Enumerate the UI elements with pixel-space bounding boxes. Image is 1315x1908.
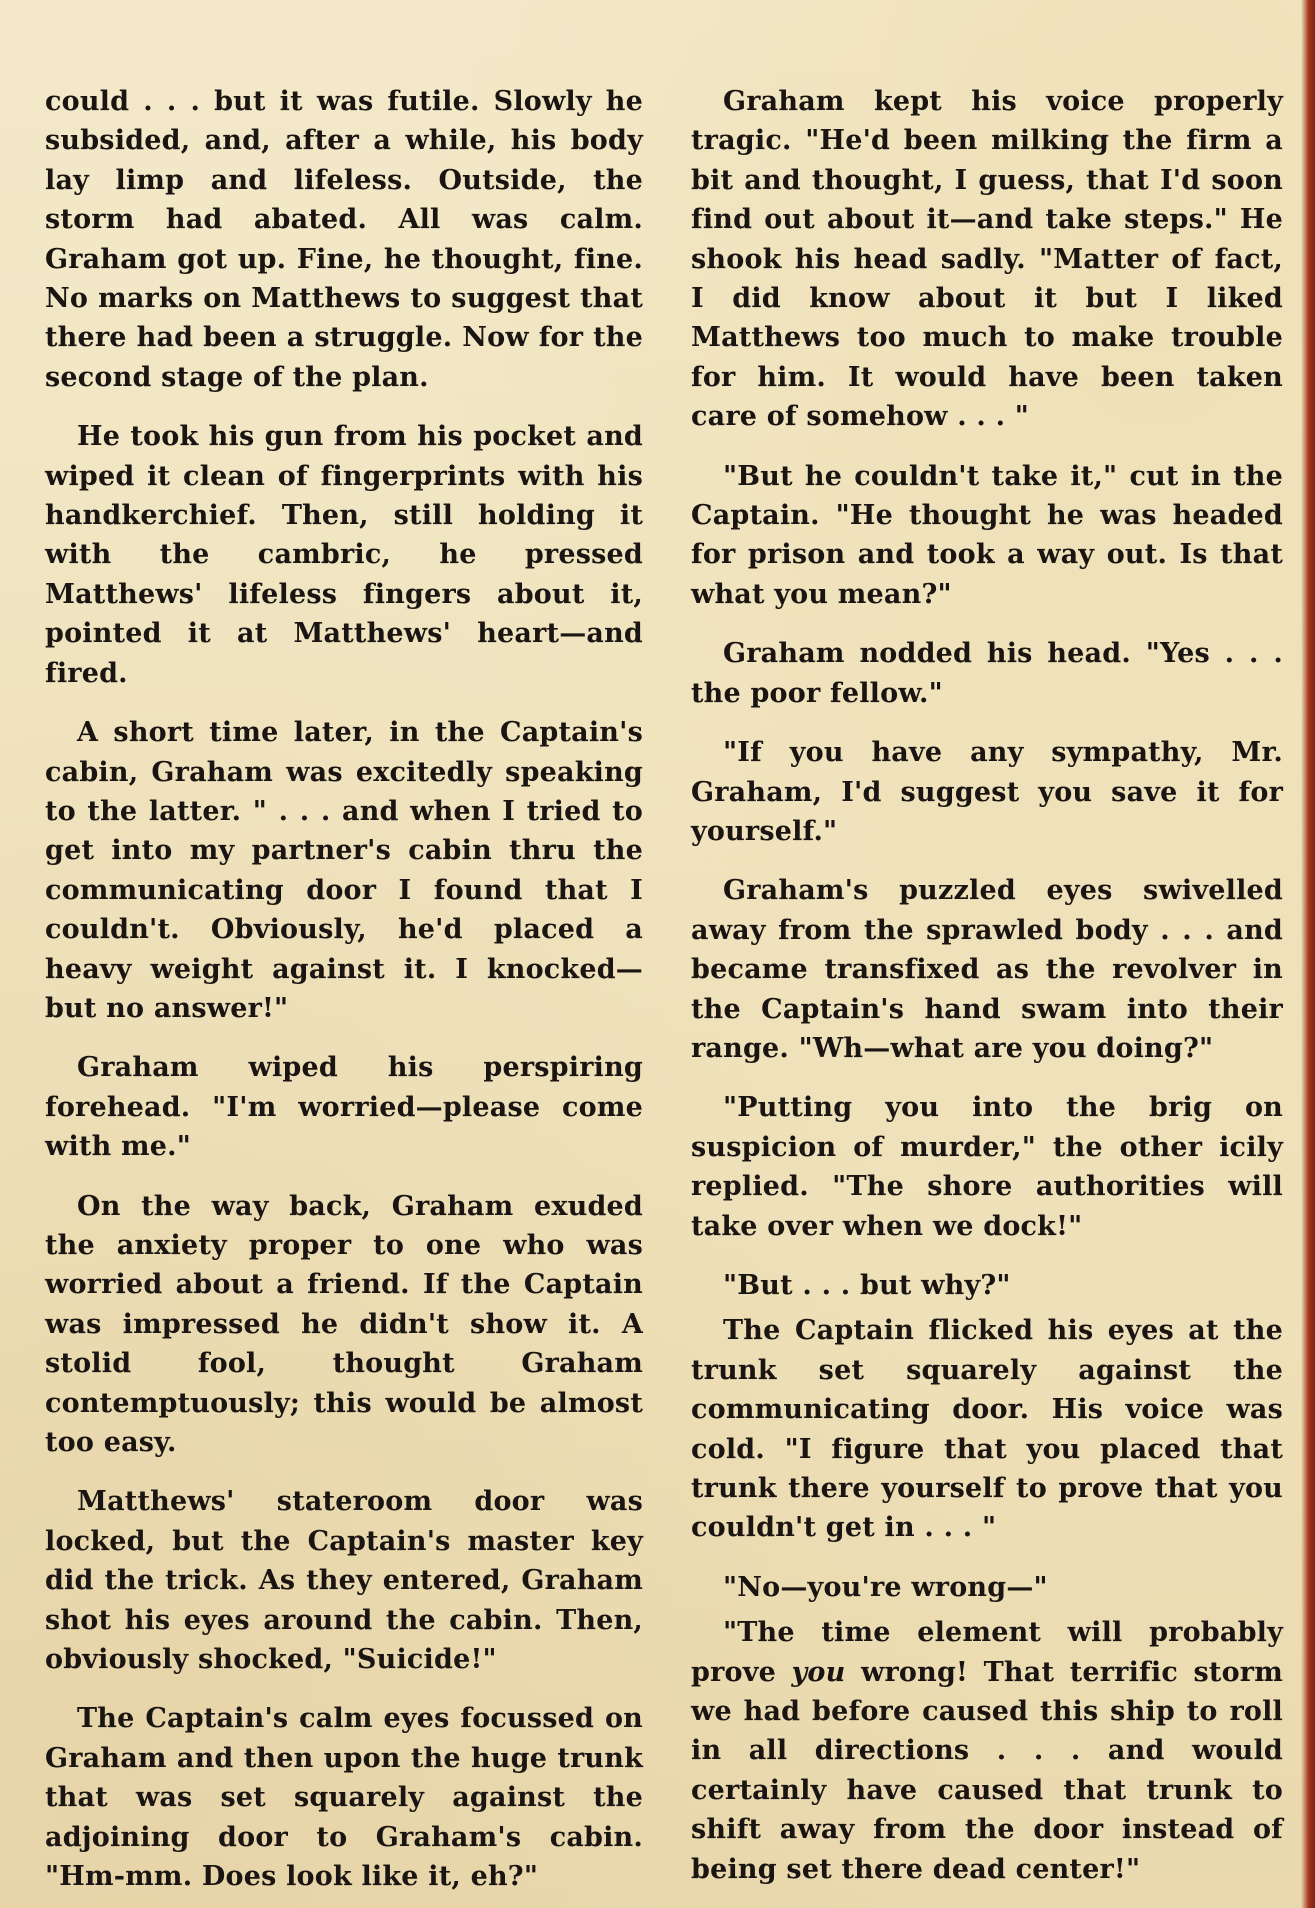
paragraph: "But . . . but why?": [723, 1269, 1011, 1301]
paragraph: The Captain's calm eyes focussed on Graham and then upon the huge trunk that was set squarely against the adjoining door to Graham's cabin. "Hm-mm. Does look like it, eh?": [45, 1703, 643, 1893]
page-edge: [1301, 0, 1315, 1908]
left-column: [45, 82, 643, 1908]
final-paragraph: [691, 1613, 1283, 1889]
paragraph: On the way back, Graham exuded the anxiety proper to one who was worried about a friend. If the Captain was impressed he didn't show it. A stolid fool, thought Graham contemptuously; this would be almost too easy.: [45, 1190, 643, 1458]
paragraph: "No—you're wrong—": [723, 1571, 1048, 1603]
paragraph: He took his gun from his pocket and wiped it clean of fingerprints with his handkerchief. Then, still holding it with the cambric, he pressed Matthews' lifeless fingers about it, pointed it at Matthews' heart—and fired.: [45, 421, 643, 689]
paragraph: "But he couldn't take it," cut in the Captain. "He thought he was headed for prison and took a way out. Is that what you mean?": [691, 460, 1283, 610]
paragraph: "If you have any sympathy, Mr. Graham, I'd suggest you save it for yourself.": [691, 737, 1283, 847]
paragraph: A short time later, in the Captain's cabin, Graham was excitedly speaking to the latter. " . . . and when I tried to get into my partner's cabin thru the communicating door I found that I couldn't. Obviously, he'd placed a heavy weight against it. I knocked—but no answer!": [45, 717, 643, 1024]
emphasis-word: you: [791, 1656, 846, 1688]
paragraph: Graham's puzzled eyes swivelled away from the sprawled body . . . and became transfixed as the revolver in the Captain's hand swam into their range. "Wh—what are you doing?": [691, 875, 1283, 1064]
paragraph: "Putting you into the brig on suspicion of murder," the other icily replied. "The shore authorities will take over when we dock!": [691, 1092, 1283, 1242]
paragraph: The Captain flicked his eyes at the trunk set squarely against the communicating door. His voice was cold. "I figure that you placed that trunk there yourself to prove that you couldn't get in . . . ": [691, 1315, 1283, 1544]
final-paragraph-start: "The time element will probably prove: [691, 1617, 1283, 1688]
right-column: [691, 82, 1283, 1908]
paragraph: could . . . but it was futile. Slowly he subsided, and, after a while, his body lay limp and lifeless. Outside, the storm had abated. All was calm. Graham got up. Fine, he thought, fine. No marks on Matthews to suggest that there had been a struggle. Now for the second stage of the plan.: [45, 86, 643, 393]
paragraph: Graham nodded his head. "Yes . . . the poor fellow.": [691, 638, 1283, 709]
final-paragraph-end: wrong! That terrific storm we had before caused this ship to roll in all directions . . . and would certainly have caused that trunk to shift away from the door instead of being set there dead center!": [691, 1656, 1283, 1885]
paragraph: Graham kept his voice properly tragic. "He'd been milking the firm a bit and thought, I guess, that I'd soon find out about it—and take steps." He shook his head sadly. "Matter of fact, I did know about it but I liked Matthews too much to make trouble for him. It would have been taken care of somehow . . . ": [691, 86, 1283, 433]
paragraph: Matthews' stateroom door was locked, but the Captain's master key did the trick. As they entered, Graham shot his eyes around the cabin. Then, obviously shocked, "Suicide!": [45, 1486, 643, 1676]
paragraph: Graham wiped his perspiring forehead. "I'm worried—please come with me.": [45, 1052, 643, 1163]
